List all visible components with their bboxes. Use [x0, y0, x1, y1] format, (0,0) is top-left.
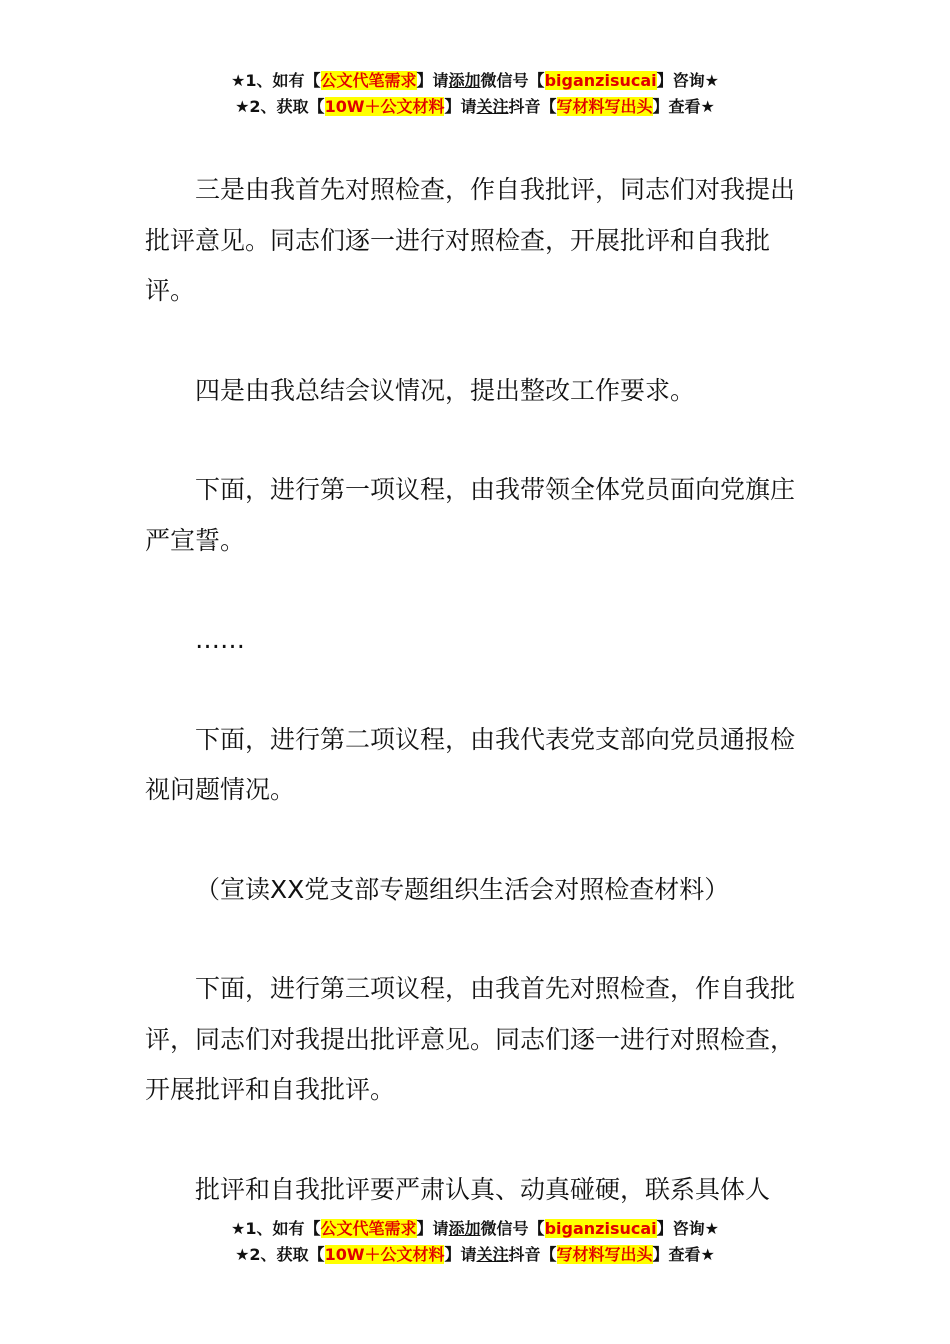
- paragraph: 下面，进行第三项议程，由我首先对照检查，作自我批评，同志们对我提出批评意见。同志们逐一进行对照检查，开展批评和自我批评。: [145, 974, 796, 1104]
- banner-line-2: [0, 94, 950, 120]
- footer-banner: [0, 1216, 950, 1268]
- banner-highlight: 写材料写出头: [556, 1245, 653, 1264]
- banner-text: 微信号【: [480, 1219, 545, 1238]
- banner-underline: 关注: [476, 1245, 509, 1264]
- banner-text: 】请: [416, 71, 449, 90]
- banner-text: 】请: [416, 1219, 449, 1238]
- banner-highlight: 公文代笔需求: [320, 1219, 417, 1238]
- paragraph: ……: [195, 625, 245, 654]
- banner-underline: 添加: [448, 71, 481, 90]
- paragraph: 四是由我总结会议情况，提出整改工作要求。: [195, 375, 696, 405]
- paragraph: 下面，进行第一项议程，由我带领全体党员面向党旗庄严宣誓。: [145, 475, 796, 555]
- banner-line-2: [0, 1242, 950, 1268]
- banner-highlight: 10W＋公文材料: [324, 97, 445, 116]
- paragraph: 下面，进行第二项议程，由我代表党支部向党员通报检视问题情况。: [145, 724, 796, 804]
- banner-text: 】查看★: [652, 1245, 715, 1264]
- banner-text: ★2、获取【: [235, 97, 325, 116]
- banner-text: 微信号【: [480, 71, 545, 90]
- banner-text: ★1、如有【: [231, 71, 321, 90]
- banner-text: ★1、如有【: [231, 1219, 321, 1238]
- banner-text: 】查看★: [652, 97, 715, 116]
- banner-text: 抖音【: [508, 97, 557, 116]
- banner-highlight: biganzisucai: [544, 1219, 657, 1238]
- banner-line-1: [0, 1216, 950, 1242]
- banner-text: 】咨询★: [656, 71, 719, 90]
- banner-line-1: [0, 68, 950, 94]
- banner-highlight: 10W＋公文材料: [324, 1245, 445, 1264]
- banner-text: 】咨询★: [656, 1219, 719, 1238]
- banner-highlight: biganzisucai: [544, 71, 657, 90]
- banner-text: 】请: [444, 1245, 477, 1264]
- header-banner: [0, 68, 950, 120]
- paragraph: 三是由我首先对照检查，作自我批评，同志们对我提出批评意见。同志们逐一进行对照检查，开展批评和自我批评。: [145, 175, 796, 305]
- paragraph: 批评和自我批评要严肃认真、动真碰硬，联系具体人: [195, 1174, 771, 1204]
- banner-text: 】请: [444, 97, 477, 116]
- banner-underline: 关注: [476, 97, 509, 116]
- banner-text: ★2、获取【: [235, 1245, 325, 1264]
- banner-highlight: 公文代笔需求: [320, 71, 417, 90]
- document-body: [145, 165, 810, 1264]
- banner-highlight: 写材料写出头: [556, 97, 653, 116]
- paragraph: （宣读XX党支部专题组织生活会对照检查材料）: [195, 874, 730, 904]
- banner-underline: 添加: [448, 1219, 481, 1238]
- banner-text: 抖音【: [508, 1245, 557, 1264]
